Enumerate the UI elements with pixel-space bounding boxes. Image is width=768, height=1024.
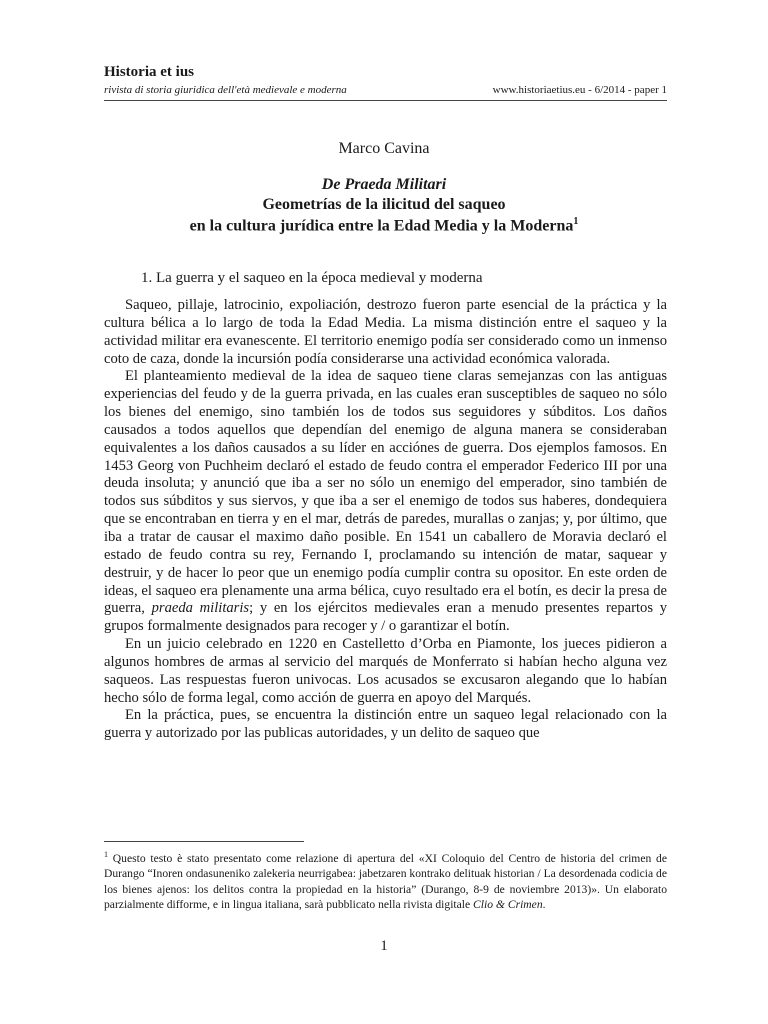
paragraph-2 [104,368,667,636]
paragraph-2-italic: praeda militaris [151,600,250,617]
title-footnote-mark: 1 [573,216,579,227]
footnote-text-part-1: Questo testo è stato presentato come relazione di apertura del «XI Coloquio del Centro de historia del crimen de Durango “Inoren ondasuneniko zalekeria neurrigabea: jabetzaren kontrako delituak historian / La desordenada codicia de los bienes ajenos: los delitos contra la propiedad en la historia” (Durango, 8-9 de noviembre 2013)». Un elaborato parzialmente difforme, e in lingua italiana, sarà pubblicato nella rivista digitale [104,851,667,912]
title-line-3 [0,216,768,235]
title-main: De Praeda Militari [321,176,447,193]
issue-info: www.historiaetius.eu - 6/2014 - paper 1 [492,84,667,96]
paragraph-1: Saqueo, pillaje, latrocinio, expoliación, destrozo fueron parte esencial de la práctica y la cultura bélica a lo largo de toda la Edad Media. La misma distinción entre el saqueo y la actividad militar era evanescente. El territorio enemigo podía ser considerado como un inmenso coto de caza, donde la incursión podía considerarse una actividad económica valorada. [104,297,667,367]
footnote-divider [104,841,304,842]
journal-title: Historia et ius [104,64,194,80]
paragraph-4: En la práctica, pues, se encuentra la distinción entre un saqueo legal relacionado con la guerra y autorizado por las publicas autoridades, y un delito de saqueo que [104,707,667,742]
header-divider [104,100,667,101]
title-line-3-text: en la cultura jurídica entre la Edad Media y la Moderna [189,217,574,235]
author-name: Marco Cavina [338,140,430,157]
footnote-mark: 1 [104,850,108,859]
body-text [104,297,667,743]
paragraph-3: En un juicio celebrado en 1220 en Castelletto d’Orba en Piamonte, los jueces pidieron a algunos hombres de armas al servicio del marqués de Monferrato si habían hecho alguna vez saqueos. Las respuestas fueron univocas. Los acusados se excusaron alegando que lo habían hecho sólo de forma legal, como acción de guerra en apoyo del Marqués. [104,636,667,706]
title-line-2: Geometrías de la ilicitud del saqueo [262,196,506,213]
footnote-italic: Clio & Crimen [473,898,543,912]
journal-subtitle: rivista di storia giuridica dell'età medievale e moderna [104,84,347,96]
paragraph-2-part-1: El planteamiento medieval de la idea de saqueo tiene claras semejanzas con las antiguas experiencias del feudo y de la guerra privada, en las cuales eran susceptibles de saqueo no sólo los bienes del enemigo, sino también los de todos sus seguidores y súbditos. Los daños causados a todos aquellos que dependían del enemigo de alguna manera se consideraban equivalentes a los daños causados a su líder en acciónes de guerra. Dos ejemplos famosos. En 1453 Georg von Puchheim declaró el estado de feudo contra el emperador Federico III por una deuda insoluta; y anunció que iba a ser no sólo un enemigo del emperador, sino también de todos sus súbditos y sus siervos, y que iba a ser el enemigo de todos sus haberes, dondequiera que se encontraban en tierra y en el mar, detrás de paredes, murallas o zanjas; y, por último, que iba a tratar de causar el maximo daño posible. En 1541 un caballero de Moravia declaró el estado de feudo contra su rey, Fernando I, proclamando su intención de matar, saquear y destruir, y de hacer lo peor que un enemigo podía cumplir contra su opositor. En este orden de ideas, el saqueo era plenamente una arma bélica, cuyo resultado era el botín, es decir la presa de guerra, [104,368,667,617]
paragraph-2-part-2: ; y en los ejércitos medievales eran a menudo presentes repartos y grupos formalmente designados para recoger y / o garantizar el botín. [104,600,667,635]
section-heading: 1. La guerra y el saqueo en la época medieval y moderna [141,270,483,286]
footnote [104,847,667,912]
page-number: 1 [380,938,388,954]
footnote-text-part-2: . [542,898,546,912]
